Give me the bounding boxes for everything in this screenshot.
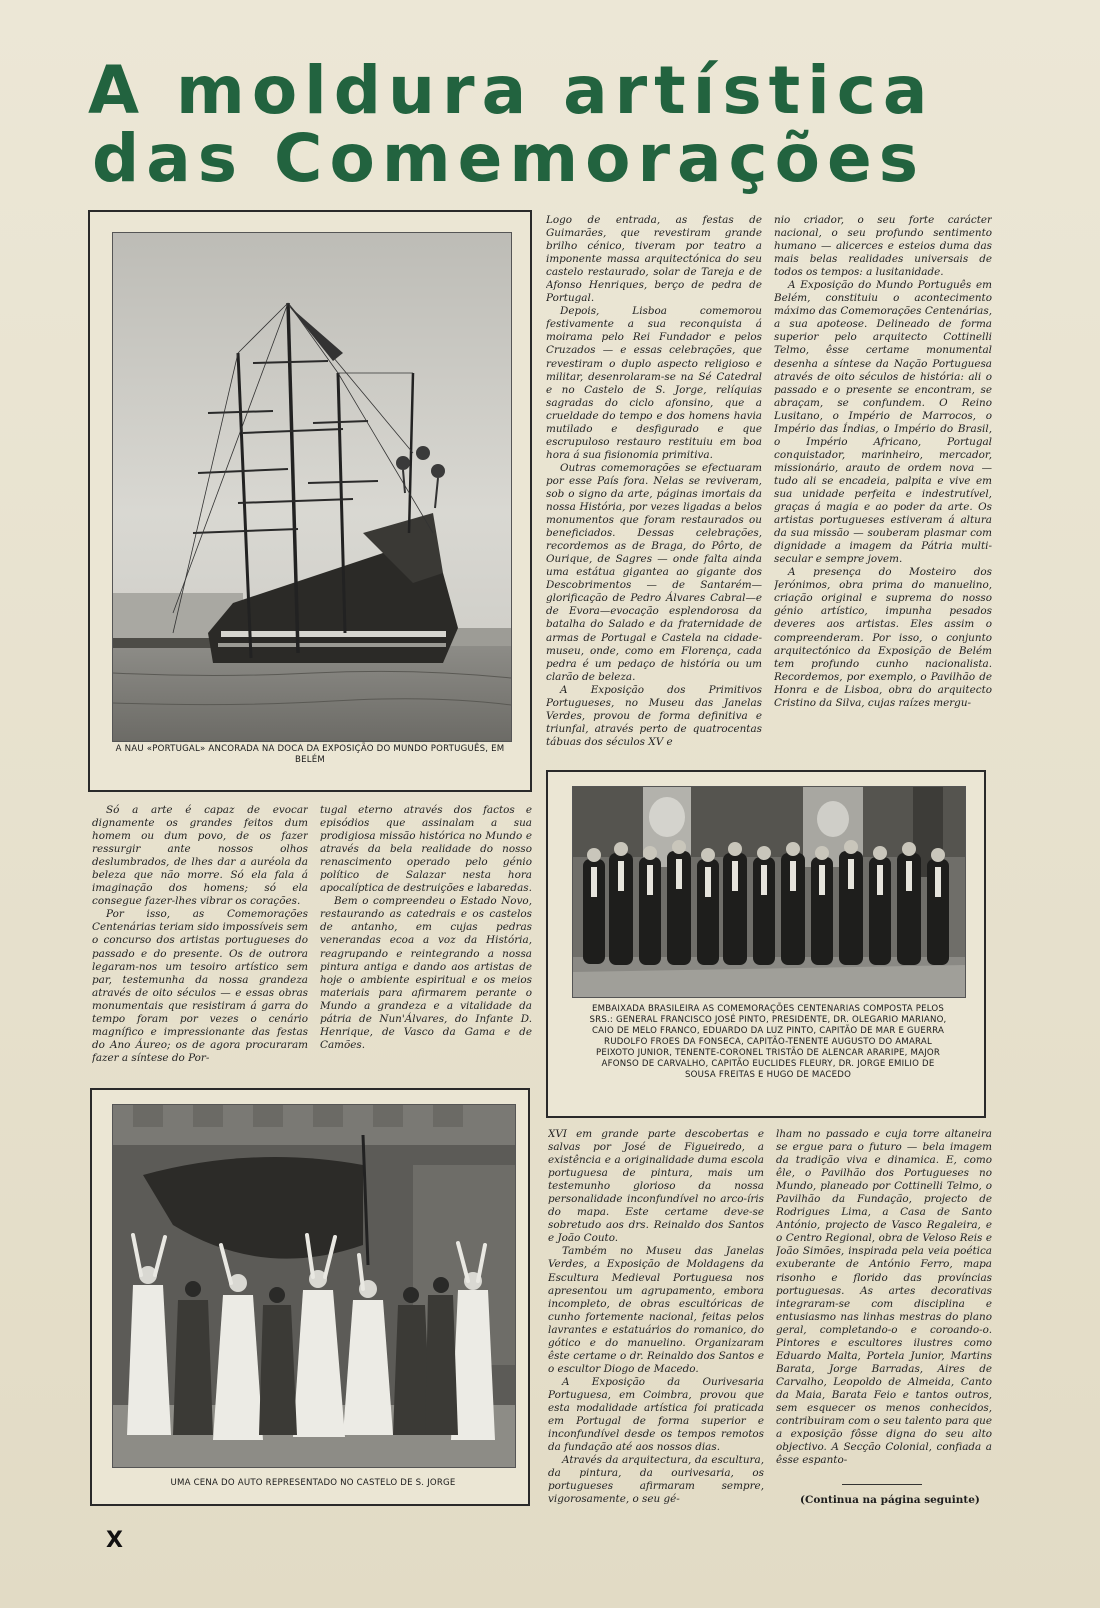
embassy-photo-caption: EMBAIXADA BRASILEIRA AS COMEMORAÇÕES CENTENARIAS COMPOSTA PELOS SRS.: GENERAL FRANCISCO JOSÉ PINTO, PRESIDENTE, DR. OLEGARIO MARIANO, CAIO DE MELO FRANCO, EDUARDO DA LUZ PINTO, CAPITÃO DE MAR E GUERRA RUDOLFO FROES DA FONSECA, CAPITÃO-TENENTE AUGUSTO DO AMARAL PEIXOTO JUNIOR, TENENTE-CORONEL TRISTÃO DE ALENCAR ARARIPE, MAJOR AFONSO DE CARVALHO, CAPITÃO EUCLIDES FLEURY, DR. JORGE EMILIO DE SOUSA FREITAS E HUGO DE MACEDO: [589, 1004, 947, 1080]
headline-line-2: das Comemorações: [92, 120, 926, 197]
article-col-mid-b: [320, 804, 532, 1072]
ship-photo-frame: [88, 210, 532, 792]
article-col-top-a: [546, 214, 762, 754]
article-col-mid-a: [92, 804, 308, 1072]
article-col-bot-a: [548, 1128, 764, 1510]
article-paragraph: lham no passado e cuja torre altaneira se ergue para o futuro — bela imagem da tradição viva e dinamica. E, como êle, o Pavilhão dos Portugueses no Mundo, planeado por Cottinelli Telmo, o Pavilhão da Fundação, projecto de Rodrigues Lima, a Casa de Santo António, projecto de Vasco Regaleira, e o Centro Regional, obra de Veloso Reis e João Simões, inspirada pela veia poética exuberante de António Ferro, mapa risonho e florido das províncias portuguesas. As artes decorativas integraram-se com disciplina e entusiasmo nas linhas mestras do plano geral, completando-o e coroando-o. Pintores e escultores ilustres como Eduardo Malta, Portela Junior, Martins Barata, Jorge Barradas, Aires de Carvalho, Leopoldo de Almeida, Canto da Maia, Barata Feio e tantos outros, sem esquecer os menos conhecidos, contribuiram com o seu talento para que a exposição fôsse digna do seu alto objectivo. A Secção Colonial, confiada a êsse espanto-: [776, 1128, 992, 1467]
auto-photo-frame: [90, 1088, 530, 1506]
article-paragraph: A presença do Mosteiro dos Jerónimos, obra prima do manuelino, criação original e suprema do nosso génio artístico, impunha pesados deveres aos artistas. Eles assim o compreenderam. Por isso, o conjunto arquitectónico da Exposição de Belém tem profundo cunho nacionalista. Recordemos, por exemplo, o Pavilhão de Honra e de Lisboa, obra do arquitecto Cristino da Silva, cujas raízes mergu-: [774, 566, 992, 709]
article-paragraph: Só a arte é capaz de evocar dignamente os grandes feitos dum homem ou dum povo, de os fazer ressurgir ante nossos olhos deslumbrados, de lhes dar a auréola da beleza que não morre. Só ela fala á imaginação dos homens; só ela consegue fazer-lhes vibrar os corações.: [92, 804, 308, 908]
article-col-bot-b: [776, 1128, 992, 1480]
article-paragraph: Também no Museu das Janelas Verdes, a Exposição de Moldagens da Escultura Medieval Portuguesa nos apresentou um agrupamento, embora incompleto, de obras escultóricas de cunho fortemente nacional, feitas pelos lavrantes e estatuários do romanico, do gótico e do manuelino. Organizaram êste certame o dr. Reinaldo dos Santos e o escultor Diogo de Macedo.: [548, 1245, 764, 1375]
article-col-top-b: [774, 214, 992, 754]
column-end-rule: [842, 1484, 922, 1485]
continued-note: (Continua na página seguinte): [800, 1494, 980, 1506]
auto-photo-caption: UMA CENA DO AUTO REPRESENTADO NO CASTELO DE S. JORGE: [170, 1478, 456, 1488]
article-paragraph: A Exposição dos Primitivos Portugueses, no Museu das Janelas Verdes, provou de forma definitiva e triunfal, através perto de quatrocentas tábuas dos séculos XV e: [546, 683, 762, 748]
article-paragraph: tugal eterno através dos factos e episódios que assinalam a sua prodigiosa missão histórica no Mundo e através da bela realidade do nosso renascimento operado pelo génio político de Salazar nesta hora apocalíptica de destruições e labaredas.: [320, 804, 532, 895]
article-paragraph: XVI em grande parte descobertas e salvas por José de Figueiredo, a existência e a originalidade duma escola portuguesa de pintura, mais um testemunho glorioso da nossa personalidade inconfundível no arco-íris do mapa. Este certame deve-se sobretudo aos drs. Reinaldo dos Santos e João Couto.: [548, 1128, 764, 1245]
article-paragraph: A Exposição do Mundo Português em Belém, constituiu o acontecimento máximo das Comemorações Centenárias, a sua apoteose. Delineado de forma superior pelo arquitecto Cottinelli Telmo, êsse certame monumental desenha a síntese da Nação Portuguesa através de oito séculos de história: ali o passado e o presente se encontram, se abraçam, se confundem. O Reino Lusitano, o Império de Marrocos, o Império das Índias, o Império do Brasil, o Império Africano, Portugal conquistador, marinheiro, mercador, missionário, arauto de ordem nova — tudo ali se encadeia, palpita e vive em sua unidade perfeita e indestrutível, graças á magia e ao poder da arte. Os artistas portugueses estiveram á altura da sua missão — souberam plasmar com dignidade a imagem da Pátria multi-secular e sempre jovem.: [774, 279, 992, 566]
page-mark: X: [106, 1528, 123, 1553]
ship-photo-caption: A NAU «PORTUGAL» ANCORADA NA DOCA DA EXPOSIÇÃO DO MUNDO PORTUGUÊS, EM BELÉM: [115, 744, 505, 765]
article-paragraph: nio criador, o seu forte carácter nacional, o seu profundo sentimento humano — alicerces e esteios duma das mais belas realidades universais de todos os tempos: a lusitanidade.: [774, 214, 992, 279]
sailing-ship-photo: [112, 232, 512, 742]
article-paragraph: Por isso, as Comemorações Centenárias teriam sido impossíveis sem o concurso dos artistas portugueses do passado e do presente. Os de outrora legaram-nos um tesoiro artístico sem par, testemunha da nossa grandeza através de oito séculos — e essas obras monumentais que resistiram á garra do tempo foram por vezes o cenário magnífico e impressionante das festas do Ano Áureo; os de agora procuraram fazer a síntese do Por-: [92, 908, 308, 1064]
article-paragraph: Depois, Lisboa comemorou festivamente a sua reconquista á moirama pelo Rei Fundador e pelos Cruzados — e essas celebrações, que revestiram o duplo aspecto religioso e militar, desenrolaram-se na Sé Catedral e no Castelo de S. Jorge, relíquias sagradas do ciclo afonsino, que a crueldade do tempo e dos homens havia mutilado e desfigurado e que escrupuloso restauro restituiu em boa hora á sua fisionomia primitiva.: [546, 305, 762, 461]
embassy-photo-frame: [546, 770, 986, 1118]
article-paragraph: Logo de entrada, as festas de Guimarães, que revestiram grande brilho cénico, tiveram por teatro a imponente massa arquitectónica do seu castelo restaurado, solar de Tareja e de Afonso Henriques, berço de pedra de Portugal.: [546, 214, 762, 305]
group-portrait-photo: [572, 786, 966, 998]
headline-line-1: A moldura artística: [88, 52, 935, 129]
article-paragraph: Bem o compreendeu o Estado Novo, restaurando as catedrais e os castelos de antanho, em cujas pedras venerandas ecoa a voz da História, reagrupando e reintegrando a nossa pintura antiga e dando aos artistas de hoje o ambiente espiritual e os meios materiais para afirmarem perante o Mundo a grandeza e a vitalidade da pátria de Nun'Álvares, do Infante D. Henrique, de Vasco da Gama e de Camões.: [320, 895, 532, 1051]
article-paragraph: A Exposição da Ourivesaria Portuguesa, em Coimbra, provou que esta modalidade artística foi praticada em Portugal de forma superior e inconfundível desde os tempos remotos da fundação até aos nossos dias.: [548, 1375, 764, 1454]
article-paragraph: Através da arquitectura, da escultura, da pintura, da ourivesaria, os portugueses afirmaram sempre, vigorosamente, o seu gé-: [548, 1454, 764, 1506]
theatre-scene-photo: [112, 1104, 516, 1468]
article-paragraph: Outras comemorações se efectuaram por esse País fora. Nelas se reviveram, sob o signo da arte, páginas imortais da nossa História, por vezes ligadas a belos monumentos que foram restaurados ou beneficiados. Dessas celebrações, recordemos as de Braga, do Pôrto, de Ourique, de Sagres — onde falta ainda uma estátua gigantea ao gigante dos Descobrimentos — de Santarém—glorificação de Pedro Álvares Cabral—e de Evora—evocação esplendorosa da batalha do Salado e da fraternidade de armas de Portugal e Castela na cidade-museu, onde, como em Florença, cada pedra é um pedaço de história ou um clarão de beleza.: [546, 461, 762, 683]
